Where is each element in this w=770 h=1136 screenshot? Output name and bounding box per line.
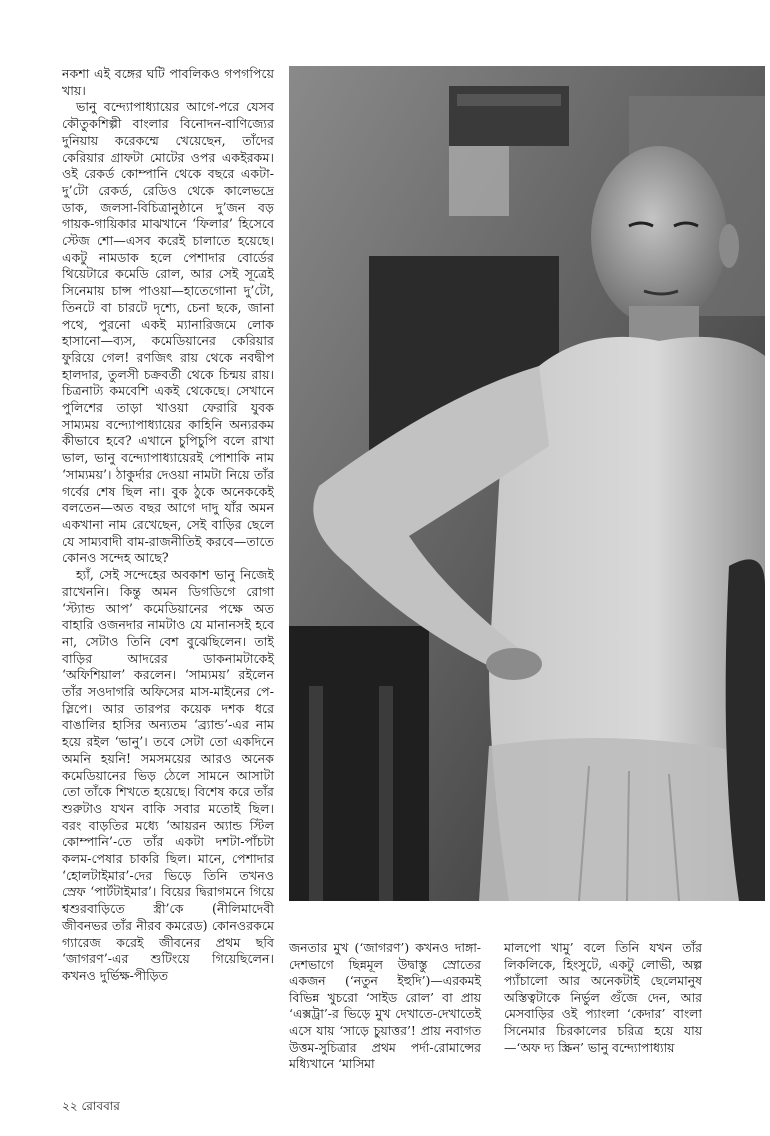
paragraph: ভানু বন্দ্যোপাধ্যায়ের আগে-পরে যেসব কৌতুকশিল্পী বাংলার বিনোদন-বাণিজ্যের দুনিয়ায় করেকম্মে খেয়েছেন, তাঁদের কেরিয়ার গ্রাফটা মোটের ওপর একইরকম। ওই রেকর্ড কোম্পানি থেকে বছরে একটা-দু’টো রেকর্ড, রেডিও থেকে কালেভদ্রে ডাক, জলসা-বিচিত্রানুষ্ঠানে দু’জন বড় গায়ক-গায়িকার মাঝখানে ‘ফিলার’ হিসেবে স্টেজ শো—এসব করেই চালাতে হয়েছে। একটু নামডাক হলে পেশাদার বোর্ডের থিয়েটারে কমেডি রোল, আর সেই সূত্রেই সিনেমায় চান্স পাওয়া—হাতেগোনা দু’টো, তিনটে বা চারটে দৃশ্যে, চেনা ছকে, জানা পথে, পুরনো একই ম্যানারিজমে লোক হাসানো—ব্যস, কমেডিয়ানের কেরিয়ার ফুরিয়ে গেল! রণজিৎ রায় থেকে নবদ্বীপ হালদার, তুলসী চক্রবর্তী থেকে চিন্ময় রায়। চিত্রনাট্য কমবেশি একই থেকেছে। সেখানে পুলিশের তাড়া খাওয়া ফেরারি যুবক সাম্যময় বন্দ্যোপাধ্যায়ের কাহিনি অন্যরকম কীভাবে হবে? এখানে চুপিচুপি বলে রাখা ভাল, ভানু বন্দ্যোপাধ্যায়েরই পোশাকি নাম ‘সাম্যময়’। ঠাকুর্দার দেওয়া নামটা নিয়ে তাঁর গর্বের শেষ ছিল না। বুক ঠুকে অনেককেই বলতেন—অত বছর আগে দাদু যাঁর অমন একখানা নাম রেখেছেন, সেই বাড়ির ছেলে যে সাম্যবাদী বাম-রাজনীতিই করবে—তাতে কোনও সন্দেহ আছে? bbox=[62, 99, 274, 566]
portrait-illustration bbox=[289, 66, 765, 901]
page-footer bbox=[62, 1098, 120, 1118]
paragraph: মালপো খামু’ বলে তিনি যখন তাঁর লিকলিকে, হিংসুটে, একটু লোভী, অল্প প্যাঁচালো আর অনেকটাই ছেলেমানুষ অস্তিত্বটাকে নির্ভুল গুঁজে দেন, আর মেসবাড়ির ওই প্যাংলা ‘কেদার’ বাংলা সিনেমার চিরকালের চরিত্র হয়ে যায়—‘অফ দ্য স্ক্রিন’ ভানু বন্দ্যোপাধ্যায় bbox=[504, 940, 702, 1055]
dhoti bbox=[479, 738, 765, 901]
head bbox=[591, 146, 727, 326]
bottom-text-column-2 bbox=[504, 940, 702, 1056]
left-text-column bbox=[62, 66, 274, 985]
paragraph: জনতার মুখ (‘জাগরণ’) কখনও দাঙ্গা-দেশভাগে ছিন্নমূল উদ্বাস্তু স্রোতের একজন (‘নতুন ইহুদি’)—এরকমই বিভিন্ন খুচরো ‘সাইড রোল’ বা প্রায় ‘এক্সট্রা’-র ভিড়ে মুখ দেখাতে-দেখাতেই এসে যায় ‘সাড়ে চুয়াত্তর’! প্রায় নবাগত উত্তম-সুচিত্রার প্রথম পর্দা-রোমান্সের মধ্যিখানে ‘মাসিমা bbox=[289, 940, 481, 1072]
magazine-name: রোববার bbox=[81, 1099, 120, 1113]
paragraph: নকশা এই বঙ্গের ঘটি পাবলিকও গপগপিয়ে খায়। bbox=[62, 66, 274, 98]
page-number: ২২ bbox=[62, 1099, 78, 1113]
bottom-text-column-1 bbox=[289, 940, 481, 1073]
portrait-photo bbox=[289, 66, 765, 901]
paragraph: হ্যাঁ, সেই সন্দেহের অবকাশ ভানু নিজেই রাখেননি। কিন্তু অমন ডিগডিগে রোগা ‘স্ট্যান্ড আপ’ কমেডিয়ানের পক্ষে অত বাহারি ওজনদার নামটাও যে মানানসই হবে না, সেটাও তিনি বেশ বুঝেছিলেন। তাই বাড়ির আদরের ডাকনামটাকেই ‘অফিশিয়াল’ করলেন। ‘সাম্যময়’ রইলেন তাঁর সওদাগরি অফিসের মাস-মাইনের পে-স্লিপে। আর তারপর কয়েক দশক ধরে বাঙালির হাসির অন্যতম ‘ব্র্যান্ড’-এর নাম হয়ে রইল ‘ভানু’। তবে সেটা তো একদিনে অমনি হয়নি! সমসময়ের আরও অনেক কমেডিয়ানের ভিড় ঠেলে সামনে আসাটা তো তাঁকে শিখতে হয়েছে। বিশেষ করে তাঁর শুরুটাও যখন বাকি সবার মতোই ছিল। বরং বাড়তির মধ্যে ‘আয়রন অ্যান্ড স্টিল কোম্পানি’-তে তাঁর একটা দশটা-পাঁচটা কলম-পেষার চাকরি ছিল। মানে, পেশাদার ‘হোলটাইমার’-দের ভিড়ে তিনি তখনও স্রেফ ‘পার্টটাইমার’। বিয়ের দ্বিরাগমনে গিয়ে শ্বশুরবাড়িতে স্ত্রী’কে (নীলিমাদেবী জীবনভর তাঁর নীরব কমরেড) কোনওরকমে গ্যারেজ করেই জীবনের প্রথম ছবি ‘জাগরণ’-এর শুটিংয়ে গিয়েছিলেন। কখনও দুর্ভিক্ষ-পীড়িত bbox=[62, 567, 274, 983]
